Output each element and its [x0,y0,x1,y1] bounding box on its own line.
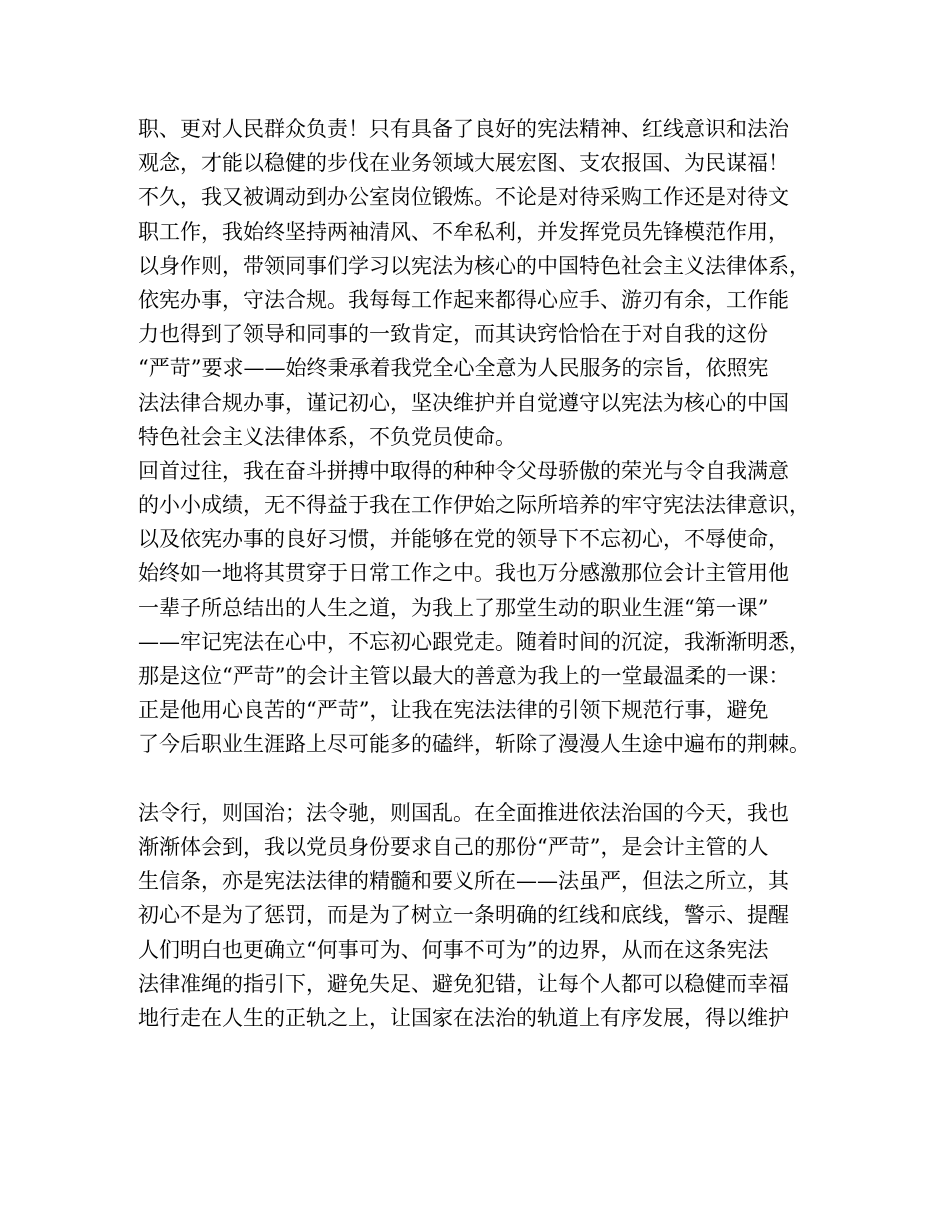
text-line: 始终如一地将其贯穿于日常工作之中。我也万分感激那位会计主管用他 [138,561,789,586]
text-line: 以身作则，带领同事们学习以宪法为核心的中国特色社会主义法律体系， [138,253,810,278]
text-line: 特色社会主义法律体系，不负党员使命。 [138,424,516,449]
text-line: 法律准绳的指引下，避免失足、避免犯错，让每个人都可以稳健而幸福 [138,971,789,996]
text-line: 地行走在人生的正轨之上，让国家在法治的轨道上有序发展，得以维护 [138,1005,789,1030]
text-line: 那是这位“严苛”的会计主管以最大的善意为我上的一堂最温柔的一课： [138,664,790,688]
blank-line [138,762,828,796]
text-line: 依宪办事，守法合规。我每每工作起来都得心应手、游刃有余，工作能 [138,287,789,312]
text-line: 正是他用心良苦的“严苛”，让我在宪法法律的引领下规范行事，避免 [138,698,769,723]
text-line: “严苛”要求——始终秉承着我党全心全意为人民服务的宗旨，依照宪 [138,356,769,381]
text-line: 一辈子所总结出的人生之道，为我上了那堂生动的职业生涯“第一课” [138,595,769,620]
text-line: 法法律合规办事，谨记初心，坚决维护并自觉遵守以宪法为核心的中国 [138,390,789,415]
text-line: ——牢记宪法在心中，不忘初心跟党走。随着时间的沉淀，我渐渐明悉， [138,629,810,654]
text-line: 生信条，亦是宪法法律的精髓和要义所在——法虽严，但法之所立，其 [138,869,789,894]
text-line: 了今后职业生涯路上尽可能多的磕绊，斩除了漫漫人生途中遍布的荆棘。 [138,732,810,757]
text-line: 初心不是为了惩罚，而是为了树立一条明确的红线和底线，警示、提醒 [138,903,789,928]
text-line: 的小小成绩，无不得益于我在工作伊始之际所培养的牢守宪法法律意识， [138,493,810,518]
text-line: 观念，才能以稳健的步伐在业务领域大展宏图、支农报国、为民谋福！ [138,151,789,176]
text-line: 不久，我又被调动到办公室岗位锻炼。不论是对待采购工作还是对待文 [138,185,789,210]
text-line: 人们明白也更确立“何事可为、何事不可为”的边界，从而在这条宪法 [138,937,769,962]
text-line: 法令行，则国治；法令驰，则国乱。在全面推进依法治国的今天，我也 [138,800,789,825]
text-line: 职工作，我始终坚持两袖清风、不牟私利，并发挥党员先锋模范作用， [138,219,789,244]
text-line: 以及依宪办事的良好习惯，并能够在党的领导下不忘初心，不辱使命， [138,527,789,552]
text-line: 职、更对人民群众负责！只有具备了良好的宪法精神、红线意识和法治 [138,117,789,141]
text-line: 渐渐体会到，我以党员身份要求自己的那份“严苛”，是会计主管的人 [138,834,769,859]
text-line: 力也得到了领导和同事的一致肯定，而其诀窍恰恰在于对自我的这份 [138,322,768,347]
text-line: 回首过往，我在奋斗拼搏中取得的种种令父母骄傲的荣光与令自我满意 [138,458,789,483]
document-body [138,112,828,1035]
